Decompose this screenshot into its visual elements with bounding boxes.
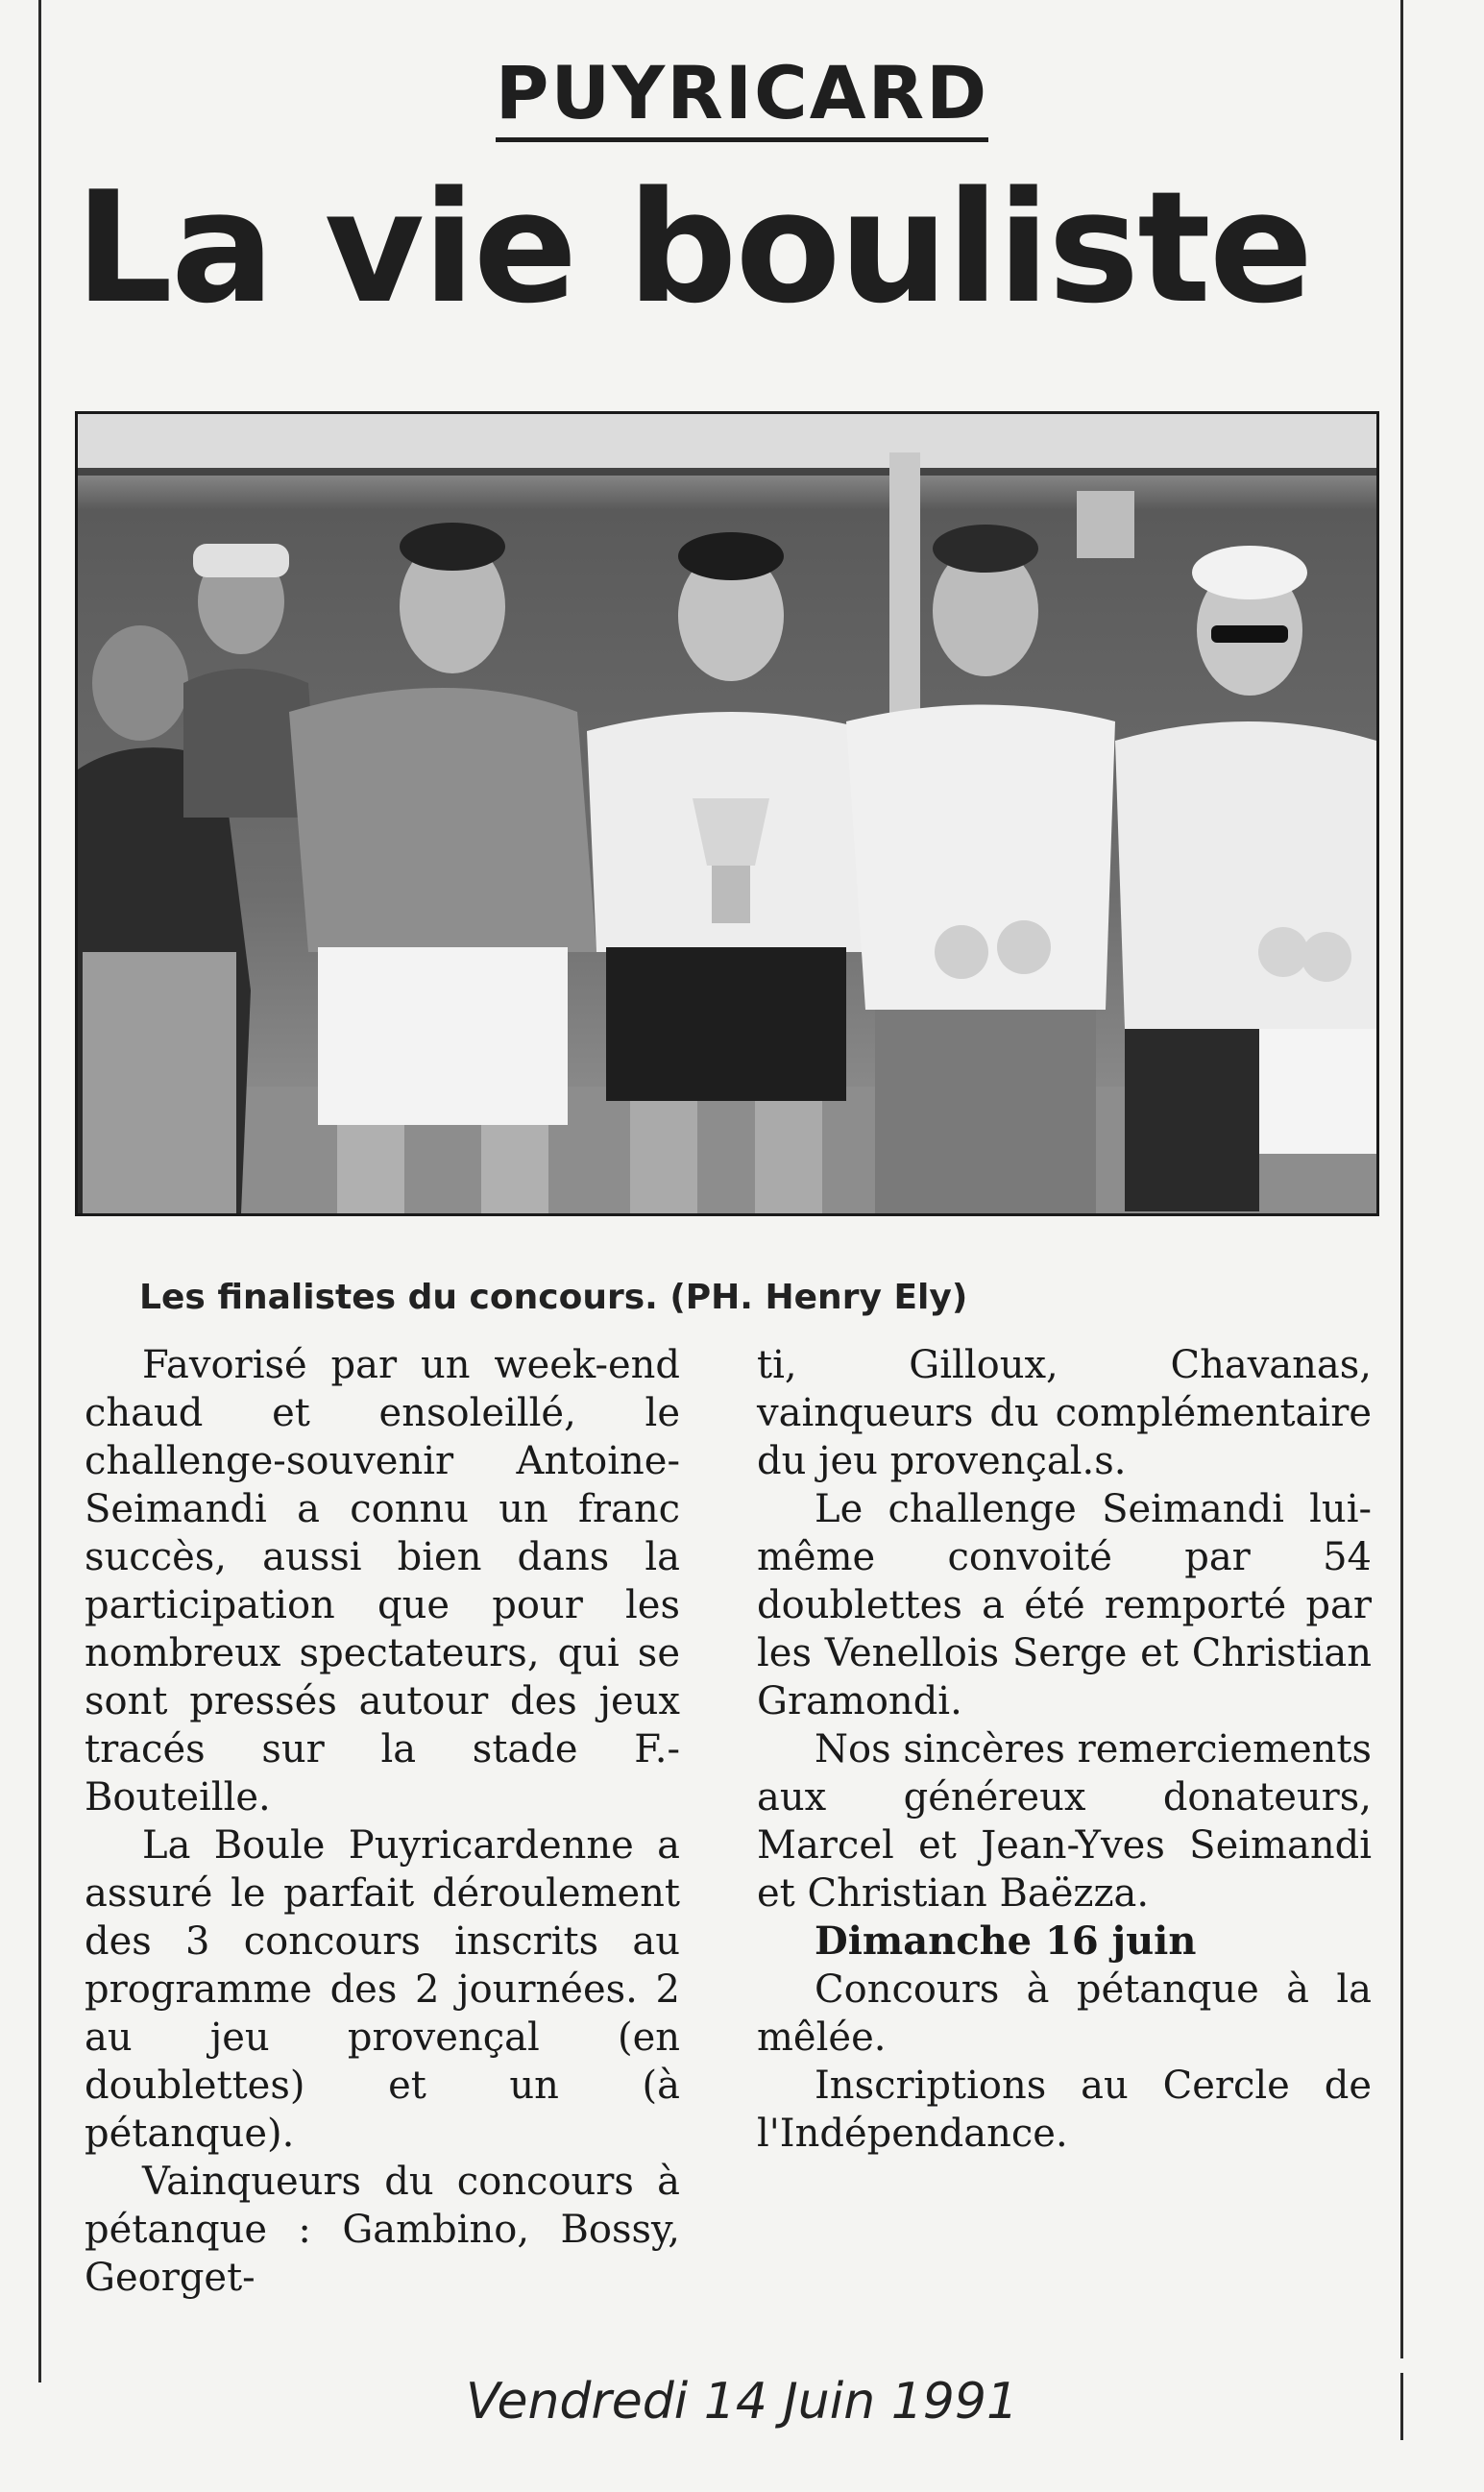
paragraph: Inscriptions au Cercle de l'Indépendance. — [757, 2064, 1372, 2156]
paragraph: Le challenge Seimandi lui-même convoité par 54 doublettes a été remporté par les Venellois Serge et Christian Gramondi. — [757, 1487, 1372, 1723]
subhead: Dimanche 16 juin — [815, 1918, 1197, 1964]
article-column-right — [757, 1341, 1372, 2158]
paragraph: ti, Gilloux, Chavanas, vainqueurs du complémentaire du jeu provençal.s. — [757, 1343, 1372, 1483]
paragraph: Favorisé par un week-end chaud et ensoleillé, le challenge-souvenir Antoine-Seimandi a connu un franc succès, aussi bien dans la participation que pour les nombreux spectateurs, qui se sont pressés autour des jeux tracés sur la stade F.-Bouteille. — [85, 1343, 680, 1820]
finalists-photo — [75, 411, 1379, 1216]
column-rule-left — [38, 0, 41, 2382]
paragraph: Concours à pétanque à la mêlée. — [757, 1967, 1372, 2060]
paragraph: La Boule Puyricardenne a assuré le parfait déroulement des 3 concours inscrits au programme des 2 journées. 2 au jeu provençal (en doublettes) et un (à pétanque). — [85, 1823, 680, 2156]
photo-illustration — [78, 414, 1376, 1213]
article-column-left — [85, 1341, 680, 2302]
photo-caption: Les finalistes du concours. (PH. Henry Ely) — [139, 1278, 968, 1317]
paragraph: Vainqueurs du concours à pétanque : Gambino, Bossy, Georget- — [85, 2160, 680, 2300]
dateline: Vendredi 14 Juin 1991 — [465, 2373, 1019, 2431]
column-rule-right — [1400, 0, 1403, 2358]
paragraph: Nos sincères remerciements aux généreux donateurs, Marcel et Jean-Yves Seimandi et Christian Baëzza. — [757, 1727, 1372, 1916]
section-kicker: PUYRICARD — [0, 50, 1484, 135]
headline: La vie bouliste — [75, 158, 1312, 337]
